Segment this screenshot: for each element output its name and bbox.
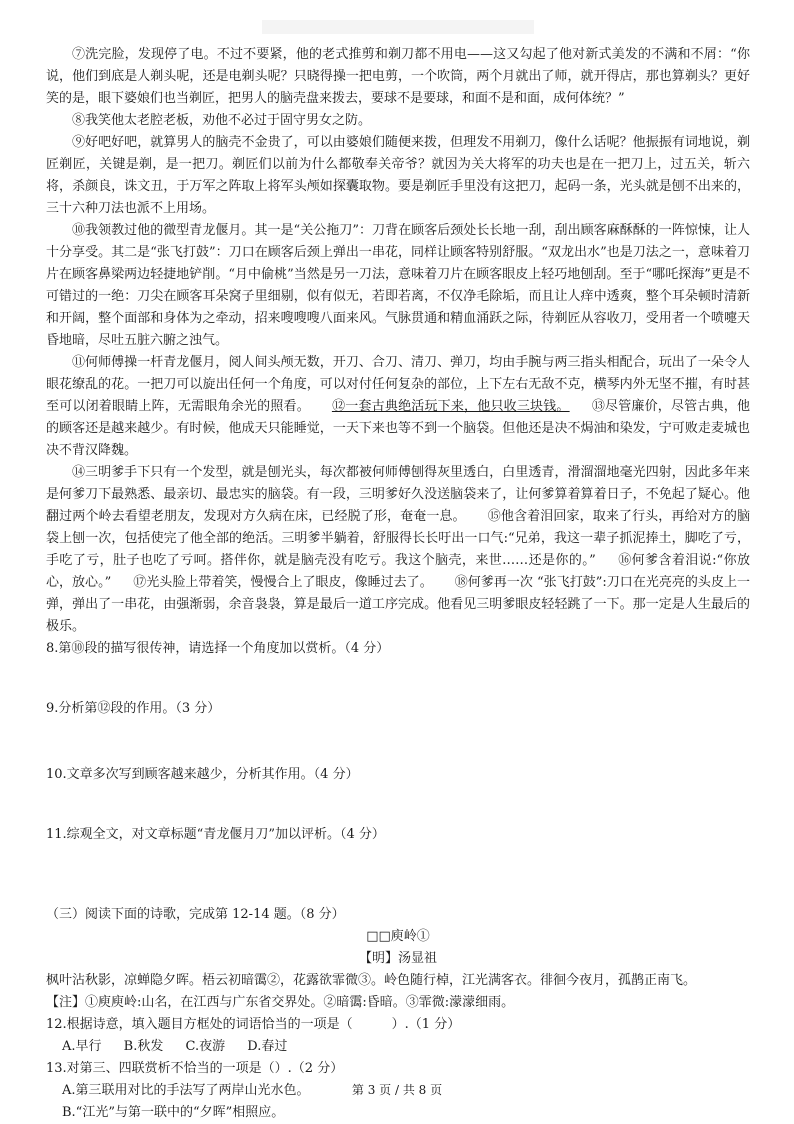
paragraph-14: ⑭三明爹手下只有一个发型，就是刨光头，每次都被何师傅刨得灰里透白，白里透青，滑溜溜地毫光四射，因此多年来是何爹刀下最熟悉、最亲切、最忠实的脑袋。有一段，三明爹好久没送脑袋来了，让何爹算着算着日子，不免起了疑心。他翻过两个岭去看望老朋友，发现对方久病在床，已经脱了形，奄奄一息。 [46,465,750,524]
answer-space-10[interactable] [46,786,750,824]
q12-option-d[interactable]: D.春过 [247,1039,288,1054]
question-13: 13.对第三、四联赏析不恰当的一项是（）.（2 分） [46,1061,344,1076]
paragraph-15: ⑮他含着泪回家，取来了行头，再给对方的脑袋上刨一次，包括使完了他全部的绝活。三明爹半躺着，舒服得长长吁出一口气:“兄弟，我这一辈子抓泥捧土，脚吃了亏，手吃了亏，肚子也吃了亏呵。搭伴你，就是脑壳没有吃亏。我这个脑壳，来世……还是你的。” [46,509,750,568]
paragraph-18: ⑱何爹再一次 “张飞打鼓”:刀口在光亮亮的头皮上一弹，弹出了一串花，由强渐弱，余音袅袅，算是最后一道工序完成。他看见三明爹眼皮轻轻跳了一下。那一定是人生最后的极乐。 [46,575,750,634]
answer-space-9[interactable] [46,720,750,764]
q13-option-b[interactable]: B.“江光”与第一联中的“夕晖”相照应。 [62,1105,285,1120]
poem-author: 【明】汤显祖 [358,951,437,966]
paragraph-11-group [46,352,750,462]
paragraph-7: ⑦洗完脸，发现停了电。不过不要紧，他的老式推剪和剃刀都不用电——这又勾起了他对新式美发的不满和不屑：“你说，他们到底是人剃头呢，还是电剃头呢？只晓得操一把电剪，一个吹筒，两个月就出了师，就开得店，那也算剃头？更好笑的是，眼下婆娘们也当剃匠，把男人的脑壳盘来拨去，要球不是要球，和面不是和面，成何体统？” [46,47,750,106]
answer-space-11[interactable] [46,846,750,904]
poem-text: 枫叶沾秋影，凉蝉隐夕晖。梧云初暗霭②，花露欲霏微③。岭色随行棹，江光满客衣。徘徊今夜月，孤鹊正南飞。 [46,973,697,988]
paragraph-14-group [46,462,750,638]
question-9: 9.分析第⑫段的作用。（3 分） [46,701,221,716]
paragraph-9: ⑨好吧好吧，就算男人的脑壳不金贵了，可以由婆娘们随便来拨，但理发不用剃刀，像什么话呢？他振振有词地说，剃匠剃匠，关键是剃，是一把刀。剃匠们以前为什么都敬奉关帝爷？就因为关大将军的功夫也是在一把刀上，过五关，斩六将，杀颜良，诛文丑，于万军之阵取上将军头颅如探囊取物。要是剃匠手里没有这把刀，起码一条，光头就是刨不出来的，三十六种刀法也派不上用场。 [46,135,750,216]
paragraph-13: ⑬尽管廉价，尽管古典，他的顾客还是越来越少。有时候，他成天只能睡觉，一天下来也等不到一个脑袋。但他还是决不焗油和染发，宁可败走麦城也决不背汉降魏。 [46,399,750,458]
answer-space-8[interactable] [46,660,750,698]
poem-title: □□庾岭① [366,929,430,944]
q13-option-a[interactable]: A.第三联用对比的手法写了两岸山光水色。 [62,1083,310,1098]
question-12: 12.根据诗意，填入题目方框处的词语恰当的一项是（ ）.（1 分） [46,1017,461,1032]
paragraph-8: ⑧我笑他太老腔老板，劝他不必过于固守男女之防。 [72,113,372,128]
question-8: 8.第⑩段的描写很传神，请选择一个角度加以赏析。（4 分） [46,641,390,656]
q12-option-b[interactable]: B.秋发 [123,1039,164,1054]
header-bar [262,20,534,34]
q12-option-c[interactable]: C.夜游 [185,1039,226,1054]
question-11: 11.综观全文，对文章标题“青龙偃月刀”加以评析。（4 分） [46,827,385,842]
poem-note: 【注】①庾庾岭:山名，在江西与广东省交界处。②暗霭:昏暗。③霏微:濛濛细雨。 [46,995,515,1010]
paragraph-17: ⑰光头脸上带着笑，慢慢合上了眼皮，像睡过去了。 [133,575,433,590]
page-footer: 第 3 页 / 共 8 页 [351,1083,443,1097]
q12-option-a[interactable]: A.早行 [62,1039,102,1054]
paragraph-10: ⑩我领教过他的微型青龙偃月。其一是“关公拖刀”：刀背在顾客后颈处长长地一刮，刮出顾客麻酥酥的一阵惊悚，让人十分享受。其二是“张飞打鼓”：刀口在顾客后颈上弹出一串花，同样让顾客特别舒服。“双龙出水”也是刀法之一，意味着刀片在顾客鼻梁两边轻捷地铲削。“月中偷桃”当然是另一刀法，意味着刀片在顾客眼皮上轻巧地刨刮。至于“哪吒探海”更是不可错过的一绝：刀尖在顾客耳朵窝子里细剔，似有似无，若即若离，不仅净毛除垢，而且让人痒中透爽，整个耳朵顿时清新和开阔，整个面部和身体为之牵动，招来嗖嗖嗖八面来风。气脉贯通和精血涌跃之际，待剃匠从容收刀，受用者一个喷嚏天昏地暗，尽吐五脏六腑之浊气。 [46,223,750,348]
paragraph-11: ⑪何师傅操一杆青龙偃月，阅人间头颅无数，开刀、合刀、清刀、弹刀，均由手腕与两三指头相配合，玩出了一朵令人眼花缭乱的花。一把刀可以旋出任何一个角度，可以对付任何复杂的部位，上下左右无敌不克，横琴内外无坚不摧，有时甚至可以闭着眼睛上阵，无需眼角余光的照看。 [46,355,750,414]
section-3-heading: （三）阅读下面的诗歌，完成第 12-14 题。（8 分） [46,907,345,922]
question-10: 10.文章多次写到顾客越来越少，分析其作用。（4 分） [46,767,359,782]
page-content [46,44,750,1124]
paragraph-16: ⑯何爹含着泪说:“你放心，放心。” [46,553,750,590]
question-12-options [46,1036,750,1058]
paragraph-12: ⑫一套古典绝活玩下来，他只收三块钱。 [331,399,570,414]
